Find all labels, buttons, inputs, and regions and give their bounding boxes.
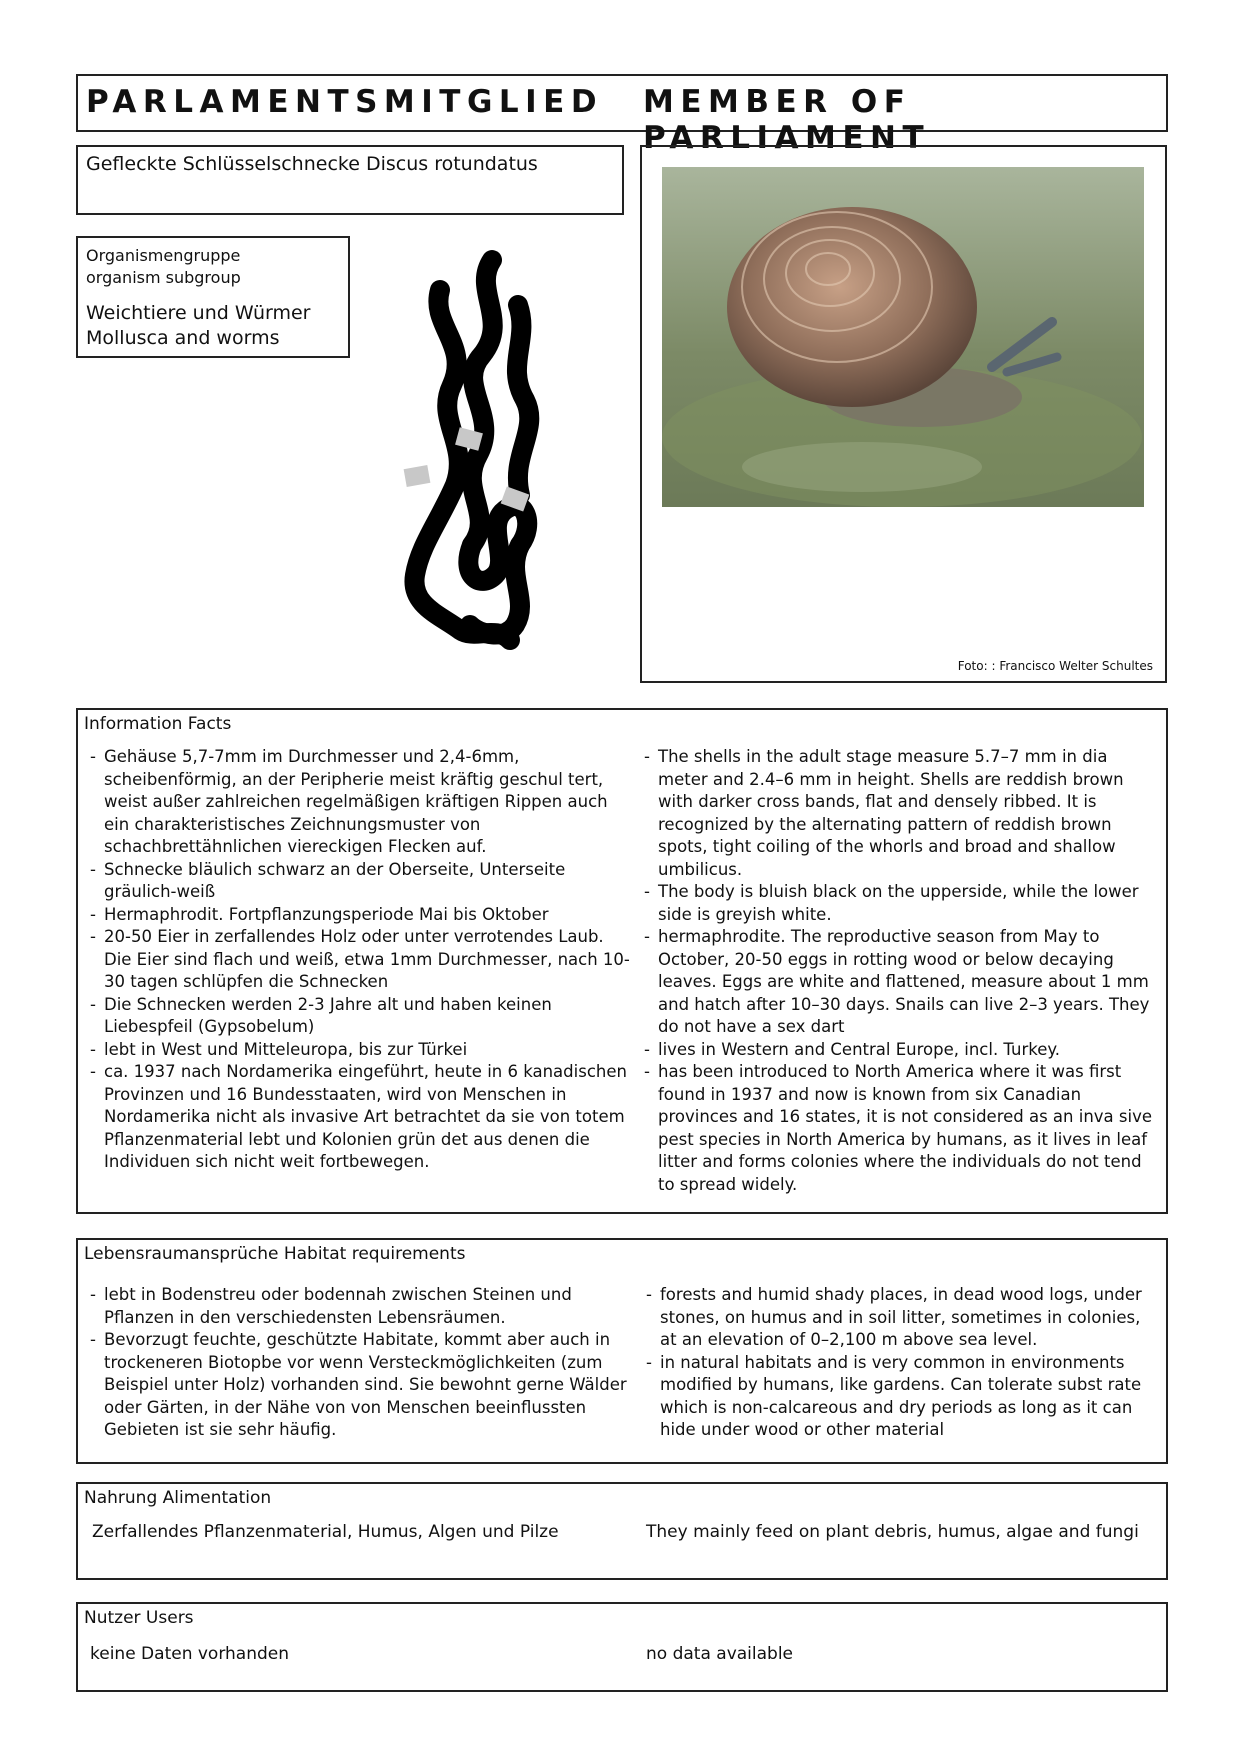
page-header bbox=[76, 74, 1168, 156]
list-item: - has been introduced to North America where it was first found in 1937 and now is known from six Canadian provinces and 16 states, it is not considered as an inva sive pest species in North America by humans, as it lives in leaf litter and forms colonies where the individuals do not tend to spread widely. bbox=[644, 1061, 1154, 1196]
species-name-box bbox=[76, 145, 624, 215]
organism-group-box bbox=[76, 236, 350, 358]
info-section bbox=[76, 708, 1168, 1214]
group-value-de: Weichtiere und Würmer bbox=[86, 302, 311, 324]
users-section bbox=[76, 1602, 1168, 1692]
food-section-label: Nahrung Alimentation bbox=[84, 1488, 272, 1508]
snail-photo bbox=[662, 167, 1144, 507]
group-label-en: organism subgroup bbox=[86, 268, 241, 287]
list-item: - Bevorzugt feuchte, geschützte Habitate, kommt aber auch in trockeneren Biotopbe vor wenn Versteckmöglichkeiten (zum Beispiel unter Holz) vorhanden sind. Sie bewohnt gerne Wälder oder Gärten, in der Nähe von von Menschen beeinflussten Gebieten ist sie sehr häufig. bbox=[90, 1329, 635, 1442]
food-text-de: Zerfallendes Pflanzenmaterial, Humus, Algen und Pilze bbox=[92, 1522, 559, 1542]
list-item: - hermaphrodite. The reproductive season from May to October, 20-50 eggs in rotting wood or below decaying leaves. Eggs are white and flattened, measure about 1 mm and hatch after 10–30 days. Snails can live 2–3 years. They do not have a sex dart bbox=[644, 926, 1154, 1039]
info-list-en bbox=[644, 746, 1154, 1196]
list-item: - Hermaphrodit. Fortpflanzungsperiode Mai bis Oktober bbox=[90, 904, 630, 927]
species-name: Gefleckte Schlüsselschnecke Discus rotundatus bbox=[86, 153, 538, 175]
header-title-de: PARLAMENTSMITGLIED bbox=[86, 84, 604, 120]
snail-image bbox=[662, 167, 1144, 507]
worm-icon bbox=[400, 245, 580, 665]
list-item: - Schnecke bläulich schwarz an der Oberseite, Unterseite gräulich-weiß bbox=[90, 859, 630, 904]
habitat-section-label: Lebensraumansprüche Habitat requirements bbox=[84, 1244, 466, 1264]
list-item: - 20-50 Eier in zerfallendes Holz oder unter verrotendes Laub. Die Eier sind flach und weiß, etwa 1mm Durchmesser, nach 10-30 tagen schlüpfen die Schnecken bbox=[90, 926, 630, 994]
list-item: - in natural habitats and is very common in environments modified by humans, like gardens. Can tolerate subst rate which is non-calcareous and dry periods as long as it can hide under wood or other material bbox=[646, 1352, 1154, 1442]
list-item: - Die Schnecken werden 2-3 Jahre alt und haben keinen Liebespfeil (Gypsobelum) bbox=[90, 994, 630, 1039]
list-item: - lives in Western and Central Europe, incl. Turkey. bbox=[644, 1039, 1154, 1062]
habitat-list-en bbox=[646, 1284, 1154, 1442]
users-text-de: keine Daten vorhanden bbox=[90, 1644, 290, 1664]
list-item: - forests and humid shady places, in dead wood logs, under stones, on humus and in soil litter, sometimes in colonies, at an elevation of 0–2,100 m above sea level. bbox=[646, 1284, 1154, 1352]
list-item: - The body is bluish black on the upperside, while the lower side is greyish white. bbox=[644, 881, 1154, 926]
habitat-section bbox=[76, 1238, 1168, 1464]
habitat-list-de bbox=[90, 1284, 635, 1442]
users-text-en: no data available bbox=[646, 1644, 794, 1664]
group-label-de: Organismengruppe bbox=[86, 246, 241, 265]
list-item: - The shells in the adult stage measure 5.7–7 mm in dia meter and 2.4–6 mm in height. Shells are reddish brown with darker cross bands, flat and densely ribbed. It is recognized by the alternating pattern of reddish brown spots, tight coiling of the whorls and broad and shallow umbilicus. bbox=[644, 746, 1154, 881]
info-list-de bbox=[90, 746, 630, 1174]
list-item: - Gehäuse 5,7-7mm im Durchmesser und 2,4-6mm, scheibenförmig, an der Peripherie meist kräftig geschul tert, weist außer zahlreichen regelmäßigen kräftigen Rippen auch ein charakteristisches Zeichnungsmuster von schachbrettähnlichen viereckigen Flecken auf. bbox=[90, 746, 630, 859]
header-title-en: MEMBER OF PARLIAMENT bbox=[643, 84, 931, 156]
list-item: - lebt in Bodenstreu oder bodennah zwischen Steinen und Pflanzen in den verschiedensten Lebensräumen. bbox=[90, 1284, 635, 1329]
food-section bbox=[76, 1482, 1168, 1580]
group-value-en: Mollusca and worms bbox=[86, 327, 280, 349]
info-section-label: Information Facts bbox=[84, 714, 232, 734]
list-item: - lebt in West und Mitteleuropa, bis zur Türkei bbox=[90, 1039, 630, 1062]
list-item: - ca. 1937 nach Nordamerika eingeführt, heute in 6 kanadischen Provinzen und 16 Bundesstaaten, wird von Menschen in Nordamerika nicht als invasive Art betrachtet da sie von totem Pflanzenmaterial lebt und Kolonien grün det aus denen die Individuen sich nicht weit fortbewegen. bbox=[90, 1061, 630, 1174]
food-text-en: They mainly feed on plant debris, humus, algae and fungi bbox=[646, 1522, 1139, 1542]
photo-credit: Foto: : Francisco Welter Schultes bbox=[957, 659, 1153, 673]
photo-box bbox=[640, 145, 1167, 683]
users-section-label: Nutzer Users bbox=[84, 1608, 194, 1628]
